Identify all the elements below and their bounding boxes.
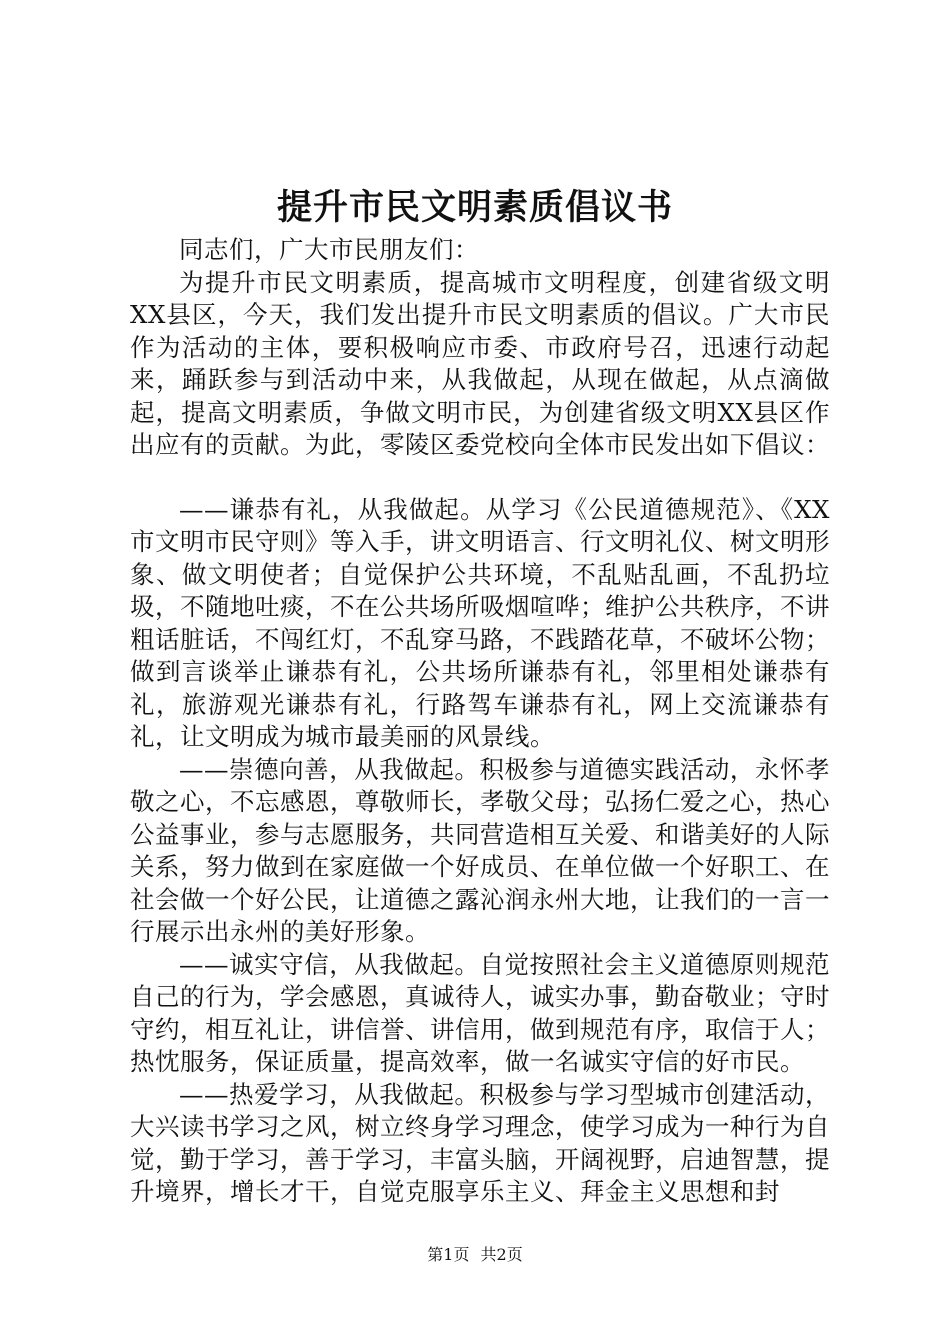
paragraph-honesty: ——诚实守信，从我做起。自觉按照社会主义道德原则规范自己的行为，学会感恩，真诚待人，诚实办事，勤奋敬业；守时守约，相互礼让，讲信誉、讲信用，做到规范有序，取信于人；热忱服务，保证质量，提高效率，做一名诚实守信的好市民。: [130, 949, 830, 1076]
paragraph-learning: ——热爱学习，从我做起。积极参与学习型城市创建活动，大兴读书学习之风，树立终身学习理念，使学习成为一种行为自觉，勤于学习，善于学习，丰富头脑，开阔视野，启迪智慧，提升境界，增长才干，自觉克服享乐主义、拜金主义思想和封: [130, 1079, 830, 1206]
salutation: 同志们，广大市民朋友们：: [179, 235, 479, 264]
paragraph-virtue: ——崇德向善，从我做起。积极参与道德实践活动，永怀孝敬之心，不忘感恩，尊敬师长，孝敬父母；弘扬仁爱之心，热心公益事业，参与志愿服务，共同营造相互关爱、和谐美好的人际关系，努力做到在家庭做一个好成员、在单位做一个好职工、在社会做一个好公民，让道德之露沁润永州大地，让我们的一言一行展示出永州的美好形象。: [130, 754, 830, 946]
document-body: [130, 234, 830, 1209]
paragraph-intro: 为提升市民文明素质，提高城市文明程度，创建省级文明XX县区，今天，我们发出提升市民文明素质的倡议。广大市民作为活动的主体，要积极响应市委、市政府号召，迅速行动起来，踊跃参与到活动中来，从我做起，从现在做起，从点滴做起，提高文明素质，争做文明市民，为创建省级文明XX县区作出应有的贡献。为此，零陵区委党校向全体市民发出如下倡议：: [130, 267, 830, 459]
document-title: 提升市民文明素质倡议书: [276, 187, 673, 228]
page-number-footer: 第1页 共2页: [427, 1245, 523, 1264]
paragraph-courtesy: ——谦恭有礼，从我做起。从学习《公民道德规范》、《XX市文明市民守则》等入手，讲文明语言、行文明礼仪、树文明形象、做文明使者；自觉保护公共环境，不乱贴乱画，不乱扔垃圾，不随地吐痰，不在公共场所吸烟喧哗；维护公共秩序，不讲粗话脏话，不闯红灯，不乱穿马路，不践踏花草，不破坏公物；做到言谈举止谦恭有礼，公共场所谦恭有礼，邻里相处谦恭有礼，旅游观光谦恭有礼，行路驾车谦恭有礼，网上交流谦恭有礼，让文明成为城市最美丽的风景线。: [130, 494, 830, 751]
